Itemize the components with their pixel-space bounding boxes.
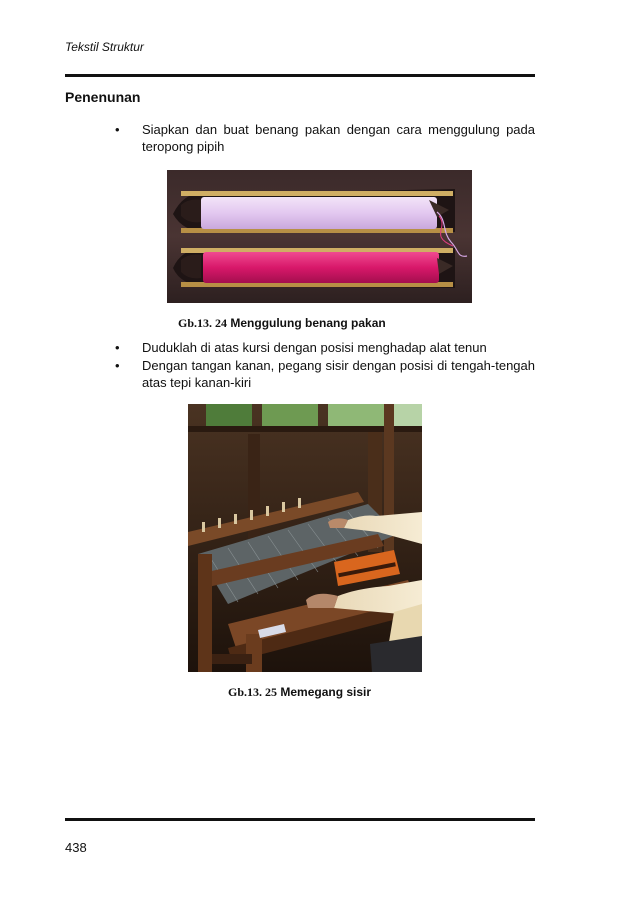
footer-rule [65,818,535,821]
bullet-item [115,121,535,157]
bullet-text: Dengan tangan kanan, pegang sisir dengan posisi di tengah-tengah atas tepi kanan-kiri [142,358,535,390]
page-number: 438 [65,840,87,855]
loom-illustration [188,404,422,672]
shuttle-illustration [167,170,472,303]
bullet-marker: • [115,358,120,373]
figure-title: Menggulung benang pakan [230,316,386,330]
bullet-item [115,339,535,356]
bullet-item [115,357,535,393]
bullet-marker: • [115,340,120,355]
figure-number: Gb.13. 25 [228,685,278,699]
figure-caption [228,685,371,700]
figure-title: Memegang sisir [280,685,372,699]
header-rule [65,74,535,77]
running-header: Tekstil Struktur [65,40,144,54]
section-title: Penenunan [65,89,141,105]
figure-number: Gb.13. 24 [178,316,228,330]
bullet-marker: • [115,122,120,137]
loom-photo [188,404,422,672]
bullet-text: Duduklah di atas kursi dengan posisi menghadap alat tenun [142,340,487,355]
figure-caption [178,316,386,331]
bullet-text: Siapkan dan buat benang pakan dengan cara menggulung pada teropong pipih [142,122,535,154]
shuttle-photo [167,170,472,303]
lower-shuttle [173,248,455,288]
